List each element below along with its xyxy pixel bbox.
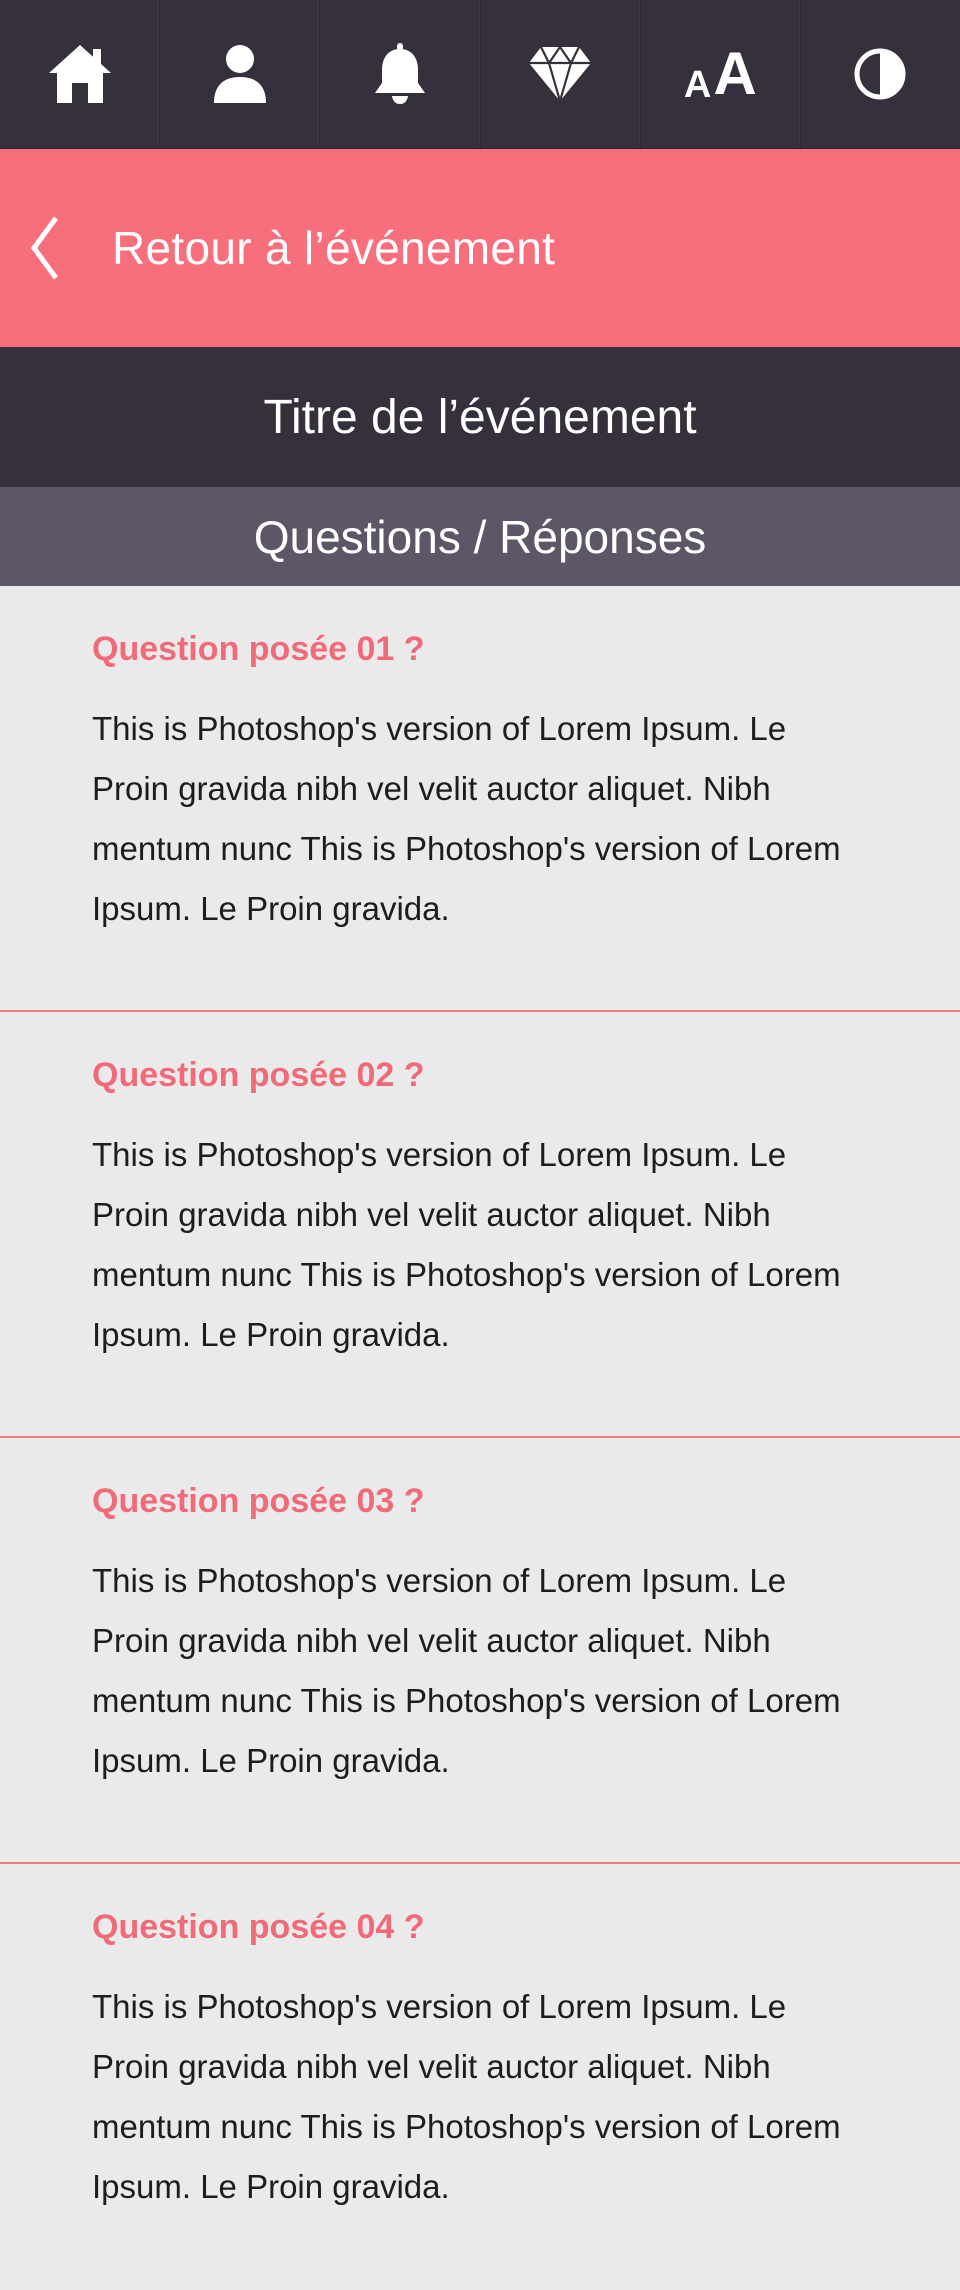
qa-item: [0, 1864, 960, 2290]
bell-icon: [371, 43, 429, 105]
back-chevron-container: [0, 216, 112, 280]
nav-premium-button[interactable]: [481, 0, 641, 148]
event-title: Titre de l’événement: [0, 347, 960, 487]
qa-answer: This is Photoshop's version of Lorem Ipsum. Le Proin gravida nibh vel velit auctor aliquet. Nibh mentum nunc This is Photoshop's version of Lorem Ipsum. Le Proin gravida.: [92, 1562, 841, 1779]
contrast-icon: [853, 47, 907, 101]
qa-question: Question posée 01 ?: [92, 630, 425, 668]
back-to-event-label: Retour à l’événement: [112, 222, 556, 274]
nav-contrast-button[interactable]: [801, 0, 960, 148]
qa-answer: This is Photoshop's version of Lorem Ipsum. Le Proin gravida nibh vel velit auctor aliquet. Nibh mentum nunc This is Photoshop's version of Lorem Ipsum. Le Proin gravida.: [92, 1136, 841, 1353]
home-icon: [47, 43, 113, 105]
section-title: Questions / Réponses: [0, 487, 960, 586]
nav-text-size-button[interactable]: [641, 0, 801, 148]
top-navigation: [0, 0, 960, 149]
back-to-event-bar[interactable]: [0, 149, 960, 347]
nav-home-button[interactable]: [0, 0, 160, 148]
qa-item: [0, 1438, 960, 1864]
text-size-icon: A A: [683, 40, 757, 107]
qa-item: [0, 1012, 960, 1438]
diamond-icon: [527, 45, 593, 103]
qa-list: [0, 586, 960, 2290]
qa-question: Question posée 04 ?: [92, 1908, 425, 1946]
qa-item: [0, 586, 960, 1012]
nav-profile-button[interactable]: [160, 0, 320, 148]
chevron-left-icon: [30, 216, 60, 280]
user-icon: [212, 43, 268, 105]
qa-answer: This is Photoshop's version of Lorem Ipsum. Le Proin gravida nibh vel velit auctor aliquet. Nibh mentum nunc This is Photoshop's version of Lorem Ipsum. Le Proin gravida.: [92, 710, 841, 927]
qa-question: Question posée 02 ?: [92, 1056, 425, 1094]
qa-question: Question posée 03 ?: [92, 1482, 425, 1520]
nav-notifications-button[interactable]: [320, 0, 480, 148]
qa-answer: This is Photoshop's version of Lorem Ipsum. Le Proin gravida nibh vel velit auctor aliquet. Nibh mentum nunc This is Photoshop's version of Lorem Ipsum. Le Proin gravida.: [92, 1988, 841, 2205]
